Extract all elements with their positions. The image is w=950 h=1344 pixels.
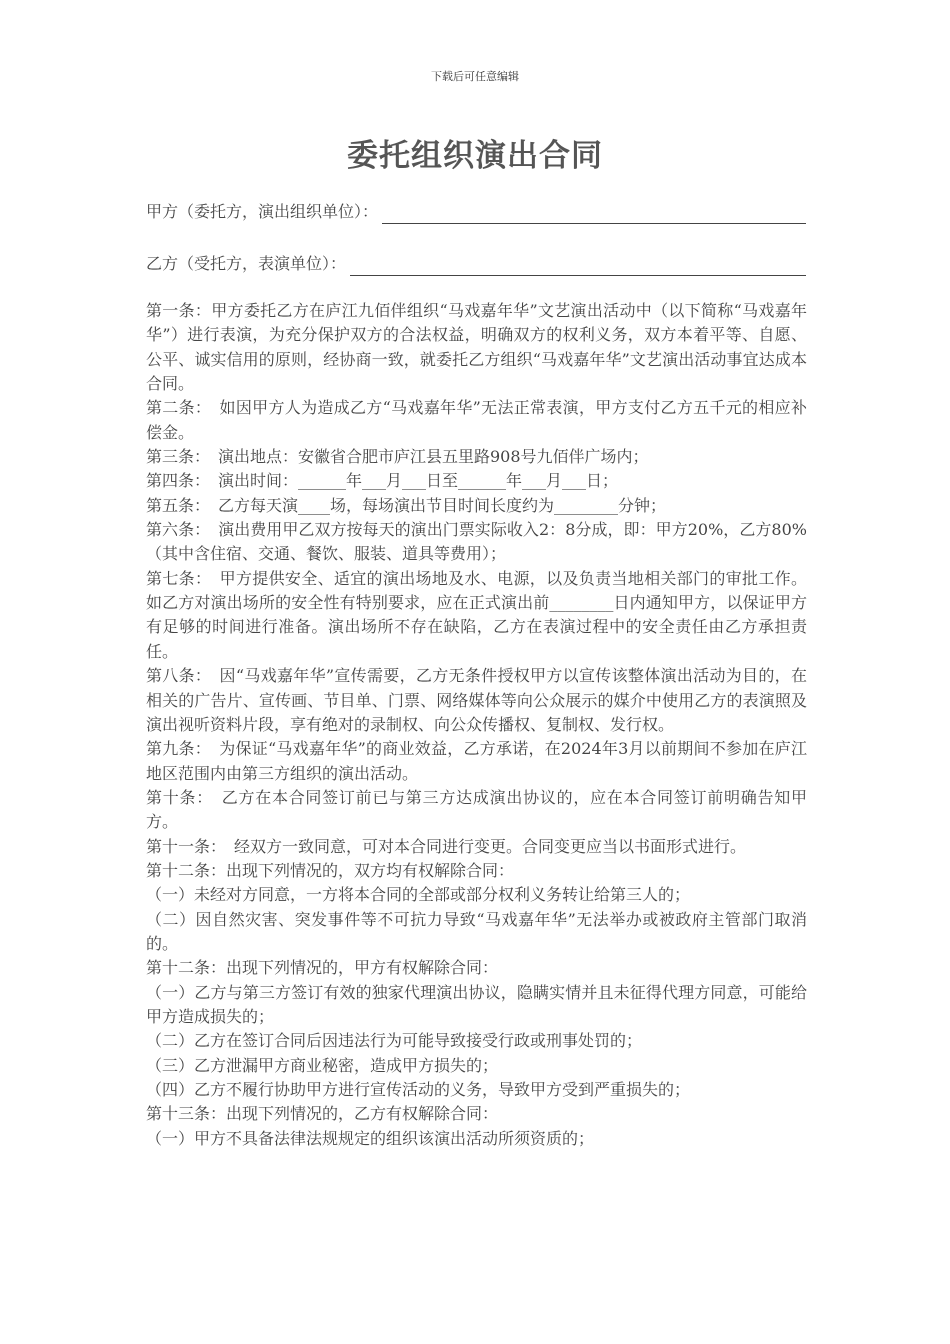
clause-9: 第九条： 为保证“马戏嘉年华”的商业效益，乙方承诺，在2024年3月以前期间不参加在庐江地区范围内由第三方组织的演出活动。 [146, 739, 807, 783]
clause-12-party-a-item-1: （一）乙方与第三方签订有效的独家代理演出协议，隐瞒实情并且未征得代理方同意，可能给甲方造成损失的； [146, 982, 807, 1026]
clause-7: 第七条： 甲方提供安全、适宜的演出场地及水、电源，以及负责当地相关部门的审批工作。如乙方对演出场所的安全性有特别要求，应在正式演出前________日内通知甲方，以保证甲方有足够的时间进行准备。演出场所不存在缺陷，乙方在表演过程中的安全责任由乙方承担责任。 [146, 568, 807, 661]
document-title: 委托组织演出合同 [347, 138, 603, 174]
clause-13-item-1: （一）甲方不具备法律法规规定的组织该演出活动所须资质的； [146, 1128, 595, 1148]
clause-13: 第十三条：出现下列情况的，乙方有权解除合同： [146, 1104, 499, 1124]
clause-4: 第四条： 演出时间：______年___月___日至______年___月___日； [146, 471, 619, 491]
clause-6: 第六条： 演出费用甲乙双方按每天的演出门票实际收入2：8分成，即：甲方20%，乙方80%（其中含住宿、交通、餐饮、服装、道具等费用）； [146, 520, 807, 564]
clause-3: 第三条： 演出地点：安徽省合肥市庐江县五里路908号九佰伴广场内； [146, 447, 649, 467]
clause-2: 第二条： 如因甲方人为造成乙方“马戏嘉年华”无法正常表演，甲方支付乙方五千元的相应补偿金。 [146, 398, 807, 442]
party-b-line [146, 252, 806, 276]
party-b-label: 乙方（受托方，表演单位）： [146, 254, 347, 273]
clause-12-mutual-item-1: （一）未经对方同意，一方将本合同的全部或部分权利义务转让给第三人的； [146, 885, 691, 905]
party-b-blank [350, 257, 806, 276]
clause-8: 第八条： 因“马戏嘉年华”宣传需要，乙方无条件授权甲方以宣传该整体演出活动为目的，在相关的广告片、宣传画、节目单、门票、网络媒体等向公众展示的媒介中使用乙方的表演照及演出视听资料片段，享有绝对的录制权、向公众传播权、复制权、发行权。 [146, 666, 807, 734]
party-a-label: 甲方（委托方，演出组织单位）： [146, 202, 379, 221]
clause-12-party-a-item-2: （二）乙方在签订合同后因违法行为可能导致接受行政或刑事处罚的； [146, 1031, 643, 1051]
header-note: 下载后可任意编辑 [431, 70, 519, 83]
clause-5: 第五条： 乙方每天演____场，每场演出节目时间长度约为________分钟； [146, 495, 667, 515]
clause-12-party-a-item-3: （三）乙方泄漏甲方商业秘密，造成甲方损失的； [146, 1055, 499, 1075]
clause-12-mutual: 第十二条：出现下列情况的，双方均有权解除合同： [146, 860, 515, 880]
party-a-blank [382, 205, 806, 224]
clause-12-party-a-item-4: （四）乙方不履行协助甲方进行宣传活动的义务，导致甲方受到严重损失的； [146, 1080, 691, 1099]
party-a-line [146, 200, 806, 224]
clause-10: 第十条： 乙方在本合同签订前已与第三方达成演出协议的，应在本合同签订前明确告知甲方。 [146, 787, 807, 832]
clause-12-party-a: 第十二条：出现下列情况的，甲方有权解除合同： [146, 958, 499, 978]
clause-11: 第十一条： 经双方一致同意，可对本合同进行变更。合同变更应当以书面形式进行。 [146, 836, 747, 856]
contract-body [146, 299, 807, 1151]
clause-12-mutual-item-2: （二）因自然灾害、突发事件等不可抗力导致“马戏嘉年华”无法举办或被政府主管部门取消的。 [146, 909, 807, 953]
clause-1: 第一条：甲方委托乙方在庐江九佰伴组织“马戏嘉年华”文艺演出活动中（以下简称“马戏嘉年华”）进行表演，为充分保护双方的合法权益，明确双方的权利义务，双方本着平等、自愿、公平、诚实信用的原则，经协商一致，就委托乙方组织“马戏嘉年华”文艺演出活动事宜达成本合同。 [146, 301, 807, 394]
